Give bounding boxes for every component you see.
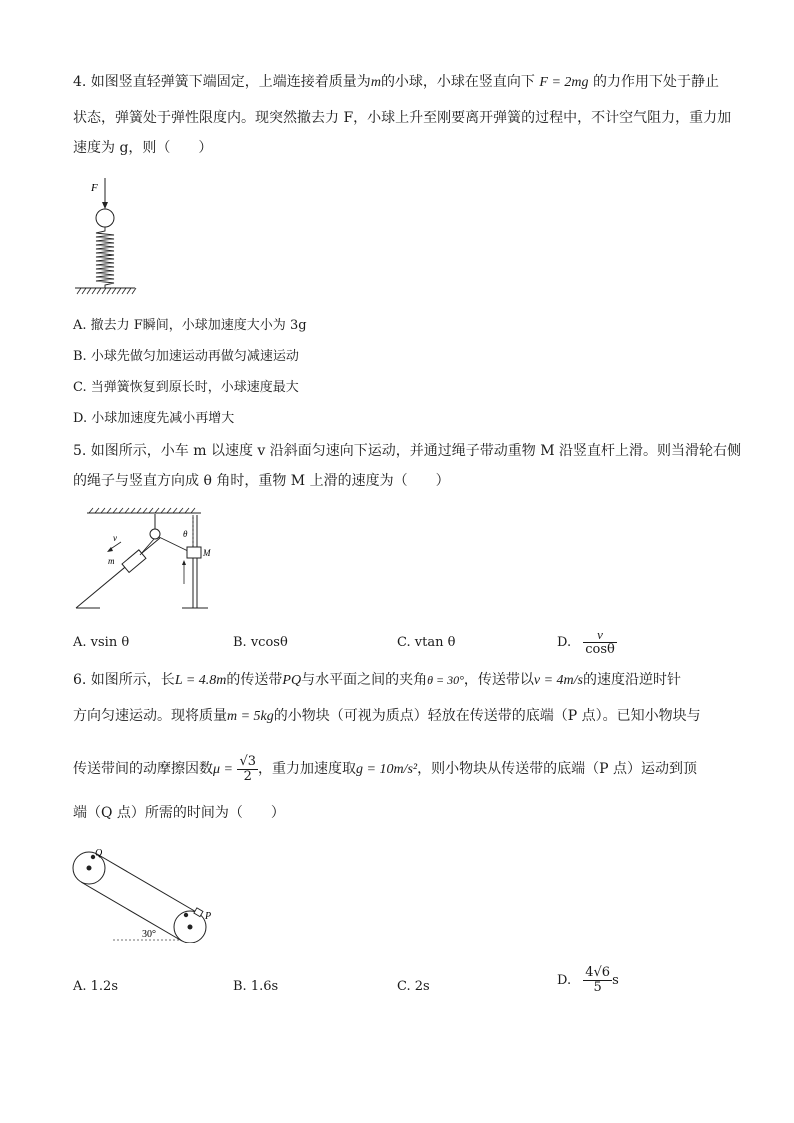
pulley <box>150 529 160 539</box>
q5-option-d-fraction <box>583 628 617 657</box>
q6-line-4: 端（Q 点）所需的时间为（ ） <box>73 805 285 821</box>
q6-text: 6. 如图所示，长 <box>73 672 175 688</box>
q5-option-d <box>557 628 617 657</box>
q6-text: 与水平面之间的夹角 <box>301 672 428 688</box>
q6-option-c: C. 2s <box>397 979 430 994</box>
q4-option-d: D. 小球加速度先减小再增大 <box>73 411 235 426</box>
belt-upper <box>97 854 198 913</box>
q5-incline-pulley-figure <box>70 506 220 614</box>
q6-text: ，传送带以 <box>463 672 534 688</box>
q6-angle: θ = 30° <box>427 673 464 687</box>
q6-conveyor-figure <box>68 843 218 943</box>
q6-length: L = 4.8m <box>174 673 227 688</box>
q4-force-formula: F = 2mg <box>539 75 589 90</box>
q6-option-a: A. 1.2s <box>73 979 118 994</box>
q6-option-d-label: D. <box>557 973 572 988</box>
q4-option-a: A. 撤去力 F瞬间，小球加速度大小为 3g <box>73 318 307 333</box>
arrow-head-icon <box>102 202 108 209</box>
q-label: Q <box>95 848 103 859</box>
q4-text: 的力作用下处于静止 <box>592 74 719 90</box>
q6-line-3 <box>73 752 697 787</box>
top-roller-axle <box>87 866 92 871</box>
rope-right <box>159 537 190 552</box>
q6-text: ，则小物块从传送带的底端（P 点）运动到顶 <box>417 761 697 777</box>
point-p <box>184 913 188 917</box>
incline-surface <box>76 538 160 608</box>
rope-left <box>140 539 154 555</box>
angle-label: 30° <box>142 929 156 940</box>
q5-option-d-label: D. <box>557 635 572 650</box>
spring <box>96 227 114 288</box>
q6-speed: v = 4m/s <box>533 673 583 688</box>
q5-line-2: 的绳子与竖直方向成 θ 角时，重物 M 上滑的速度为（ ） <box>73 473 450 489</box>
q6-option-b: B. 1.6s <box>233 979 279 994</box>
v-label: v <box>113 533 117 543</box>
q6-option-d-fraction <box>583 966 612 995</box>
ground-hatch <box>77 288 136 294</box>
fraction-denominator: cosθ <box>585 642 615 657</box>
q5-line-1: 5. 如图所示，小车 m 以速度 v 沿斜面匀速向下运动，并通过绳子带动重物 M 沿竖直杆上滑。则当滑轮右侧 <box>73 443 742 459</box>
q4-spring-figure <box>70 178 140 298</box>
fraction-denominator: 2 <box>243 768 252 784</box>
q6-text: ，重力加速度取 <box>258 761 356 777</box>
ball <box>96 209 114 227</box>
q4-force-label: F <box>91 182 98 194</box>
q6-mu-fraction <box>237 755 258 784</box>
q6-text: 的传送带 <box>226 672 283 688</box>
q4-mass-symbol: m <box>370 75 381 90</box>
bottom-roller-axle <box>188 925 193 930</box>
q4-text: 的小球，小球在竖直向下 <box>380 74 535 90</box>
q4-line-3: 速度为 g，则（ ） <box>73 140 213 156</box>
belt-lower <box>81 882 182 941</box>
q4-option-b: B. 小球先做匀加速运动再做匀减速运动 <box>73 349 299 364</box>
q5-option-c: C. vtan θ <box>397 635 456 650</box>
cart-block <box>122 550 146 573</box>
m-label: m <box>108 556 115 566</box>
weight-block <box>187 547 201 558</box>
q6-line-2 <box>73 706 701 727</box>
M-label: M <box>203 548 211 558</box>
q6-text: 方向匀速运动。现将质量 <box>73 708 227 724</box>
q6-text: 的小物块（可视为质点）轻放在传送带的底端（P 点）。已知小物块与 <box>273 708 701 724</box>
fraction-numerator: √3 <box>239 753 256 769</box>
q6-line-1 <box>73 670 681 691</box>
q5-option-b: B. vcosθ <box>233 635 288 650</box>
fraction-numerator: 4√6 <box>585 965 611 980</box>
q6-text: 传送带间的动摩擦因数 <box>73 761 213 777</box>
q6-belt-name: PQ <box>282 673 302 688</box>
fraction-numerator: v <box>583 628 617 643</box>
q4-text: 4. 如图竖直轻弹簧下端固定，上端连接着质量为 <box>73 74 371 90</box>
p-label: P <box>205 911 212 922</box>
theta-label: θ <box>183 529 188 539</box>
ceiling-hatch <box>89 508 195 513</box>
q6-mass: m = 5kg <box>227 709 274 724</box>
q6-option-d <box>557 966 619 995</box>
fraction-denominator: 5 <box>593 980 602 995</box>
q4-option-c: C. 当弹簧恢复到原长时，小球速度最大 <box>73 380 299 395</box>
q6-text: 的速度沿逆时针 <box>582 672 681 688</box>
q4-line-1 <box>73 72 719 93</box>
q6-mu: μ = <box>213 762 233 777</box>
q5-option-a: A. vsin θ <box>73 635 130 650</box>
arrow-head-icon <box>182 560 186 565</box>
q6-gravity: g = 10m/s² <box>356 762 418 777</box>
q6-option-d-unit: s <box>612 973 619 988</box>
q4-line-2: 状态，弹簧处于弹性限度内。现突然撤去力 F，小球上升至刚要离开弹簧的过程中，不计空气阻力，重力加 <box>73 110 732 126</box>
